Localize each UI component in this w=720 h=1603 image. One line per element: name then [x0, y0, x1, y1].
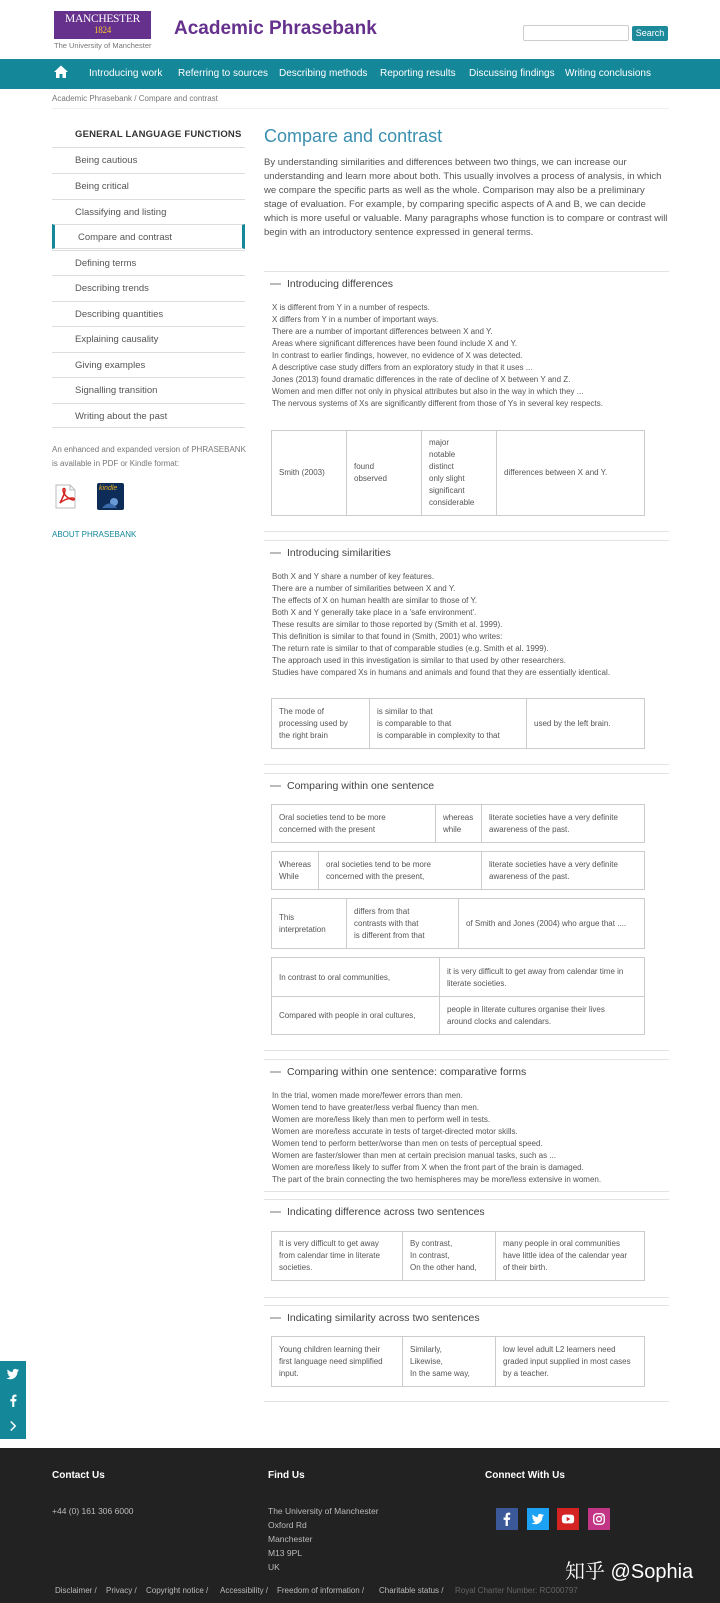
phrase: The effects of X on human health are similar to those of Y.: [272, 596, 478, 605]
table-cell: Oral societies tend to be more concerned with the present: [272, 805, 436, 842]
expand-share-button[interactable]: [0, 1413, 26, 1439]
section-heading[interactable]: Comparing within one sentence: comparative forms: [270, 1066, 526, 1078]
phrase: Women are more/less likely than men to perform well in tests.: [272, 1115, 491, 1124]
phrase-table: [271, 957, 645, 1035]
divider: [52, 108, 669, 109]
divider: [264, 1401, 669, 1402]
phrase-table: [271, 851, 645, 890]
phrase: Women are more/less accurate in tests of target-directed motor skills.: [272, 1127, 518, 1136]
phrase: A descriptive case study differs from an exploratory study in that it uses ...: [272, 363, 533, 372]
footer-link-copyright[interactable]: Copyright notice /: [146, 1586, 209, 1595]
phrase-list: [272, 571, 672, 679]
divider: [264, 540, 669, 541]
table-cell: it is very difficult to get away from calendar time in literate societies.: [447, 966, 624, 988]
phrase: Jones (2013) found dramatic differences in the rate of decline of X between Y and Z.: [272, 375, 571, 384]
kindle-icon[interactable]: kindle: [97, 483, 124, 510]
phrase: Women and men differ not only in physical attributes but also in the way in which they ...: [272, 387, 584, 396]
nav-describing-methods[interactable]: Describing methods: [279, 68, 368, 79]
nav-referring-to-sources[interactable]: Referring to sources: [178, 68, 269, 79]
table-cell: people in literate cultures organise their lives around clocks and calendars.: [447, 1005, 605, 1026]
twitter-icon: [6, 1367, 20, 1381]
collapse-dash-icon: [270, 552, 281, 554]
table-cell: of Smith and Jones (2004) who argue that ....: [466, 918, 627, 928]
footer-link-accessibility[interactable]: Accessibility /: [220, 1586, 269, 1595]
pdf-icon[interactable]: [53, 484, 78, 509]
phrase-table: [271, 804, 645, 843]
divider: [264, 1297, 669, 1298]
phrase: These results are similar to those reported by (Smith et al. 1999).: [272, 620, 503, 629]
divider: [264, 773, 669, 774]
nav-discussing-findings[interactable]: Discussing findings: [469, 68, 555, 79]
phrase: There are a number of similarities between X and Y.: [272, 584, 456, 593]
divider: [264, 271, 669, 272]
sidebar-item-being-cautious[interactable]: Being cautious: [52, 147, 245, 172]
table-cell: Young children learning their first language need simplified input.: [272, 1337, 403, 1386]
university-logo[interactable]: MANCHESTER 1824: [54, 11, 151, 39]
facebook-icon: [500, 1512, 514, 1526]
section-heading[interactable]: Indicating similarity across two sentences: [270, 1312, 480, 1324]
phrase-list: [272, 1090, 672, 1186]
phrase-list: [272, 302, 672, 410]
sidebar-item-writing-past[interactable]: Writing about the past: [52, 403, 245, 428]
table-cell: It is very difficult to get away from calendar time in literate societies.: [272, 1232, 403, 1280]
nav-writing-conclusions[interactable]: Writing conclusions: [565, 68, 651, 79]
youtube-icon: [561, 1512, 575, 1526]
find-heading: Find Us: [268, 1470, 305, 1481]
royal-charter-number: Royal Charter Number: RC000797: [455, 1586, 578, 1595]
divider: [264, 1059, 669, 1060]
footer-link-privacy[interactable]: Privacy /: [106, 1586, 137, 1595]
site-title[interactable]: Academic Phrasebank: [174, 18, 377, 39]
phrase: In contrast to earlier findings, however, no evidence of X was detected.: [272, 351, 523, 360]
phrase: The approach used in this investigation is similar to that used by other researchers.: [272, 656, 566, 665]
footer-link-charitable[interactable]: Charitable status /: [379, 1586, 444, 1595]
phrase: Both X and Y share a number of key features.: [272, 572, 435, 581]
facebook-link[interactable]: [496, 1508, 518, 1530]
divider: [264, 764, 669, 765]
table-cell: found observed: [347, 431, 422, 515]
table-row: [272, 997, 644, 1035]
phrase-table: [271, 898, 645, 949]
phrase: Studies have compared Xs in humans and animals and found that they are essentially identical.: [272, 668, 610, 677]
sidebar-item-describing-quantities[interactable]: Describing quantities: [52, 301, 245, 326]
chevron-right-icon: [7, 1420, 19, 1432]
sidebar-item-explaining-causality[interactable]: Explaining causality: [52, 326, 245, 351]
phrase: X differs from Y in a number of important ways.: [272, 315, 439, 324]
phrase-table: [271, 698, 645, 749]
section-heading[interactable]: Comparing within one sentence: [270, 780, 434, 792]
breadcrumb[interactable]: Academic Phrasebank / Compare and contrast: [52, 94, 218, 103]
connect-heading: Connect With Us: [485, 1470, 565, 1481]
phrase: Areas where significant differences have been found include X and Y.: [272, 339, 518, 348]
home-icon[interactable]: [53, 64, 69, 80]
divider: [264, 1199, 669, 1200]
phrase: The return rate is similar to that of comparable studies (e.g. Smith et al. 1999).: [272, 644, 549, 653]
collapse-dash-icon: [270, 1317, 281, 1319]
table-cell: This interpretation: [272, 899, 347, 948]
collapse-dash-icon: [270, 1211, 281, 1213]
table-cell: Smith (2003): [272, 431, 347, 515]
address: The University of Manchester Oxford Rd Manchester M13 9PL UK: [268, 1506, 379, 1572]
table-cell: Compared with people in oral cultures,: [272, 997, 440, 1035]
table-cell: many people in oral communities have little idea of the calendar year of their birth.: [503, 1239, 628, 1272]
section-heading[interactable]: Indicating difference across two sentences: [270, 1206, 485, 1218]
phrase: Women are faster/slower than men at certain precision manual tasks, such as ...: [272, 1151, 556, 1160]
table-cell: In contrast to oral communities,: [272, 958, 440, 997]
facebook-icon: [7, 1394, 20, 1407]
sidebar-heading: GENERAL LANGUAGE FUNCTIONS: [75, 129, 242, 140]
page-title: Compare and contrast: [264, 126, 443, 146]
nav-introducing-work[interactable]: Introducing work: [89, 68, 163, 79]
twitter-share-button[interactable]: [0, 1361, 26, 1387]
divider: [264, 1050, 669, 1051]
table-cell: Whereas While: [272, 852, 319, 889]
twitter-link[interactable]: [527, 1508, 549, 1530]
search-button[interactable]: Search: [632, 26, 668, 41]
twitter-icon: [531, 1512, 545, 1526]
sidebar-item-signalling-transition[interactable]: Signalling transition: [52, 377, 245, 402]
section-heading[interactable]: Introducing similarities: [270, 547, 391, 559]
phrase: Women are more/less likely to suffer from X when the front part of the brain is damaged.: [272, 1163, 584, 1172]
nav-reporting-results[interactable]: Reporting results: [380, 68, 456, 79]
collapse-dash-icon: [270, 785, 281, 787]
instagram-icon: [592, 1512, 606, 1526]
phrase-table: [271, 1336, 645, 1387]
phrase: The nervous systems of Xs are significantly different from those of Ys in several key respects.: [272, 399, 603, 408]
table-cell: oral societies tend to be more concerned with the present,: [319, 852, 482, 889]
divider: [52, 427, 245, 428]
search-input[interactable]: [523, 25, 629, 41]
sidebar-item-compare-contrast[interactable]: Compare and contrast: [52, 224, 245, 249]
phrase: There are a number of important differences between X and Y.: [272, 327, 493, 336]
table-cell: whereas while: [436, 805, 482, 842]
promo-text: An enhanced and expanded version of PHRASEBANK is available in PDF or Kindle format:: [52, 445, 246, 468]
logo-subtitle: The University of Manchester: [54, 41, 152, 50]
table-cell: By contrast, In contrast, On the other hand,: [403, 1232, 496, 1280]
about-phrasebank-link[interactable]: ABOUT PHRASEBANK: [52, 530, 137, 539]
site-header: [0, 0, 720, 59]
phrase-table: [271, 1231, 645, 1281]
phrase-table: [271, 430, 645, 516]
phrase: The part of the brain connecting the two hemispheres may be more/less extensive in women.: [272, 1175, 602, 1184]
table-cell: literate societies have a very definite awareness of the past.: [489, 812, 618, 834]
divider: [264, 1191, 669, 1192]
watermark: 知乎 @Sophia: [565, 1561, 694, 1583]
phrase: This definition is similar to that found in (Smith, 2001) who writes:: [272, 632, 503, 641]
table-cell: Similarly, Likewise, In the same way,: [403, 1337, 496, 1386]
phrase: X is different from Y in a number of respects.: [272, 303, 430, 312]
instagram-link[interactable]: [588, 1508, 610, 1530]
contact-heading: Contact Us: [52, 1470, 105, 1481]
divider: [264, 531, 669, 532]
table-row: [272, 958, 644, 997]
phrase: Women tend to perform better/worse than men on tests of perceptual speed.: [272, 1139, 543, 1148]
sidebar-item-describing-trends[interactable]: Describing trends: [52, 275, 245, 300]
facebook-share-button[interactable]: [0, 1387, 26, 1413]
phrase: Both X and Y generally take place in a 'safe environment'.: [272, 608, 477, 617]
table-cell: used by the left brain.: [534, 718, 611, 728]
sidebar-item-giving-examples[interactable]: Giving examples: [52, 352, 245, 377]
table-cell: differences between X and Y.: [504, 468, 608, 477]
table-cell: differs from that contrasts with that is different from that: [347, 899, 459, 948]
table-cell: The mode of processing used by the right brain: [272, 699, 370, 748]
phone-number[interactable]: +44 (0) 161 306 6000: [52, 1506, 134, 1516]
sidebar-item-defining-terms[interactable]: Defining terms: [52, 250, 245, 275]
divider: [264, 1305, 669, 1306]
youtube-link[interactable]: [557, 1508, 579, 1530]
footer-link-disclaimer[interactable]: Disclaimer /: [55, 1586, 97, 1595]
sidebar-item-being-critical[interactable]: Being critical: [52, 173, 245, 198]
table-cell: major notable distinct only slight significant considerable: [422, 431, 497, 515]
section-heading[interactable]: Introducing differences: [270, 278, 393, 290]
collapse-dash-icon: [270, 283, 281, 285]
phrase: In the trial, women made more/fewer errors than men.: [272, 1091, 463, 1100]
table-cell: low level adult L2 learners need graded input supplied in most cases by a teacher.: [503, 1344, 631, 1378]
table-cell: literate societies have a very definite awareness of the past.: [489, 859, 618, 881]
kindle-reader-glyph: [97, 483, 124, 510]
footer-link-foi[interactable]: Freedom of information /: [277, 1586, 365, 1595]
collapse-dash-icon: [270, 1071, 281, 1073]
main-nav: [0, 59, 720, 89]
phrase: Women tend to have greater/less verbal fluency than men.: [272, 1103, 480, 1112]
intro-paragraph: By understanding similarities and differences between two things, we can increase our understanding and learn more about both. This usually involves a process of analysis, in which we compare the specific parts as well as the whole. Comparison may also be a preliminary stage of evaluation. For example, by comparing specific aspects of A and B, we can decide which is more useful or valuable. Many paragraphs whose function is to compare or contrast will begin with an introductory sentence expressed in general terms.: [264, 157, 668, 238]
table-cell: is similar to that is comparable to that is comparable in complexity to that: [370, 699, 527, 748]
sidebar-item-classifying[interactable]: Classifying and listing: [52, 199, 245, 224]
